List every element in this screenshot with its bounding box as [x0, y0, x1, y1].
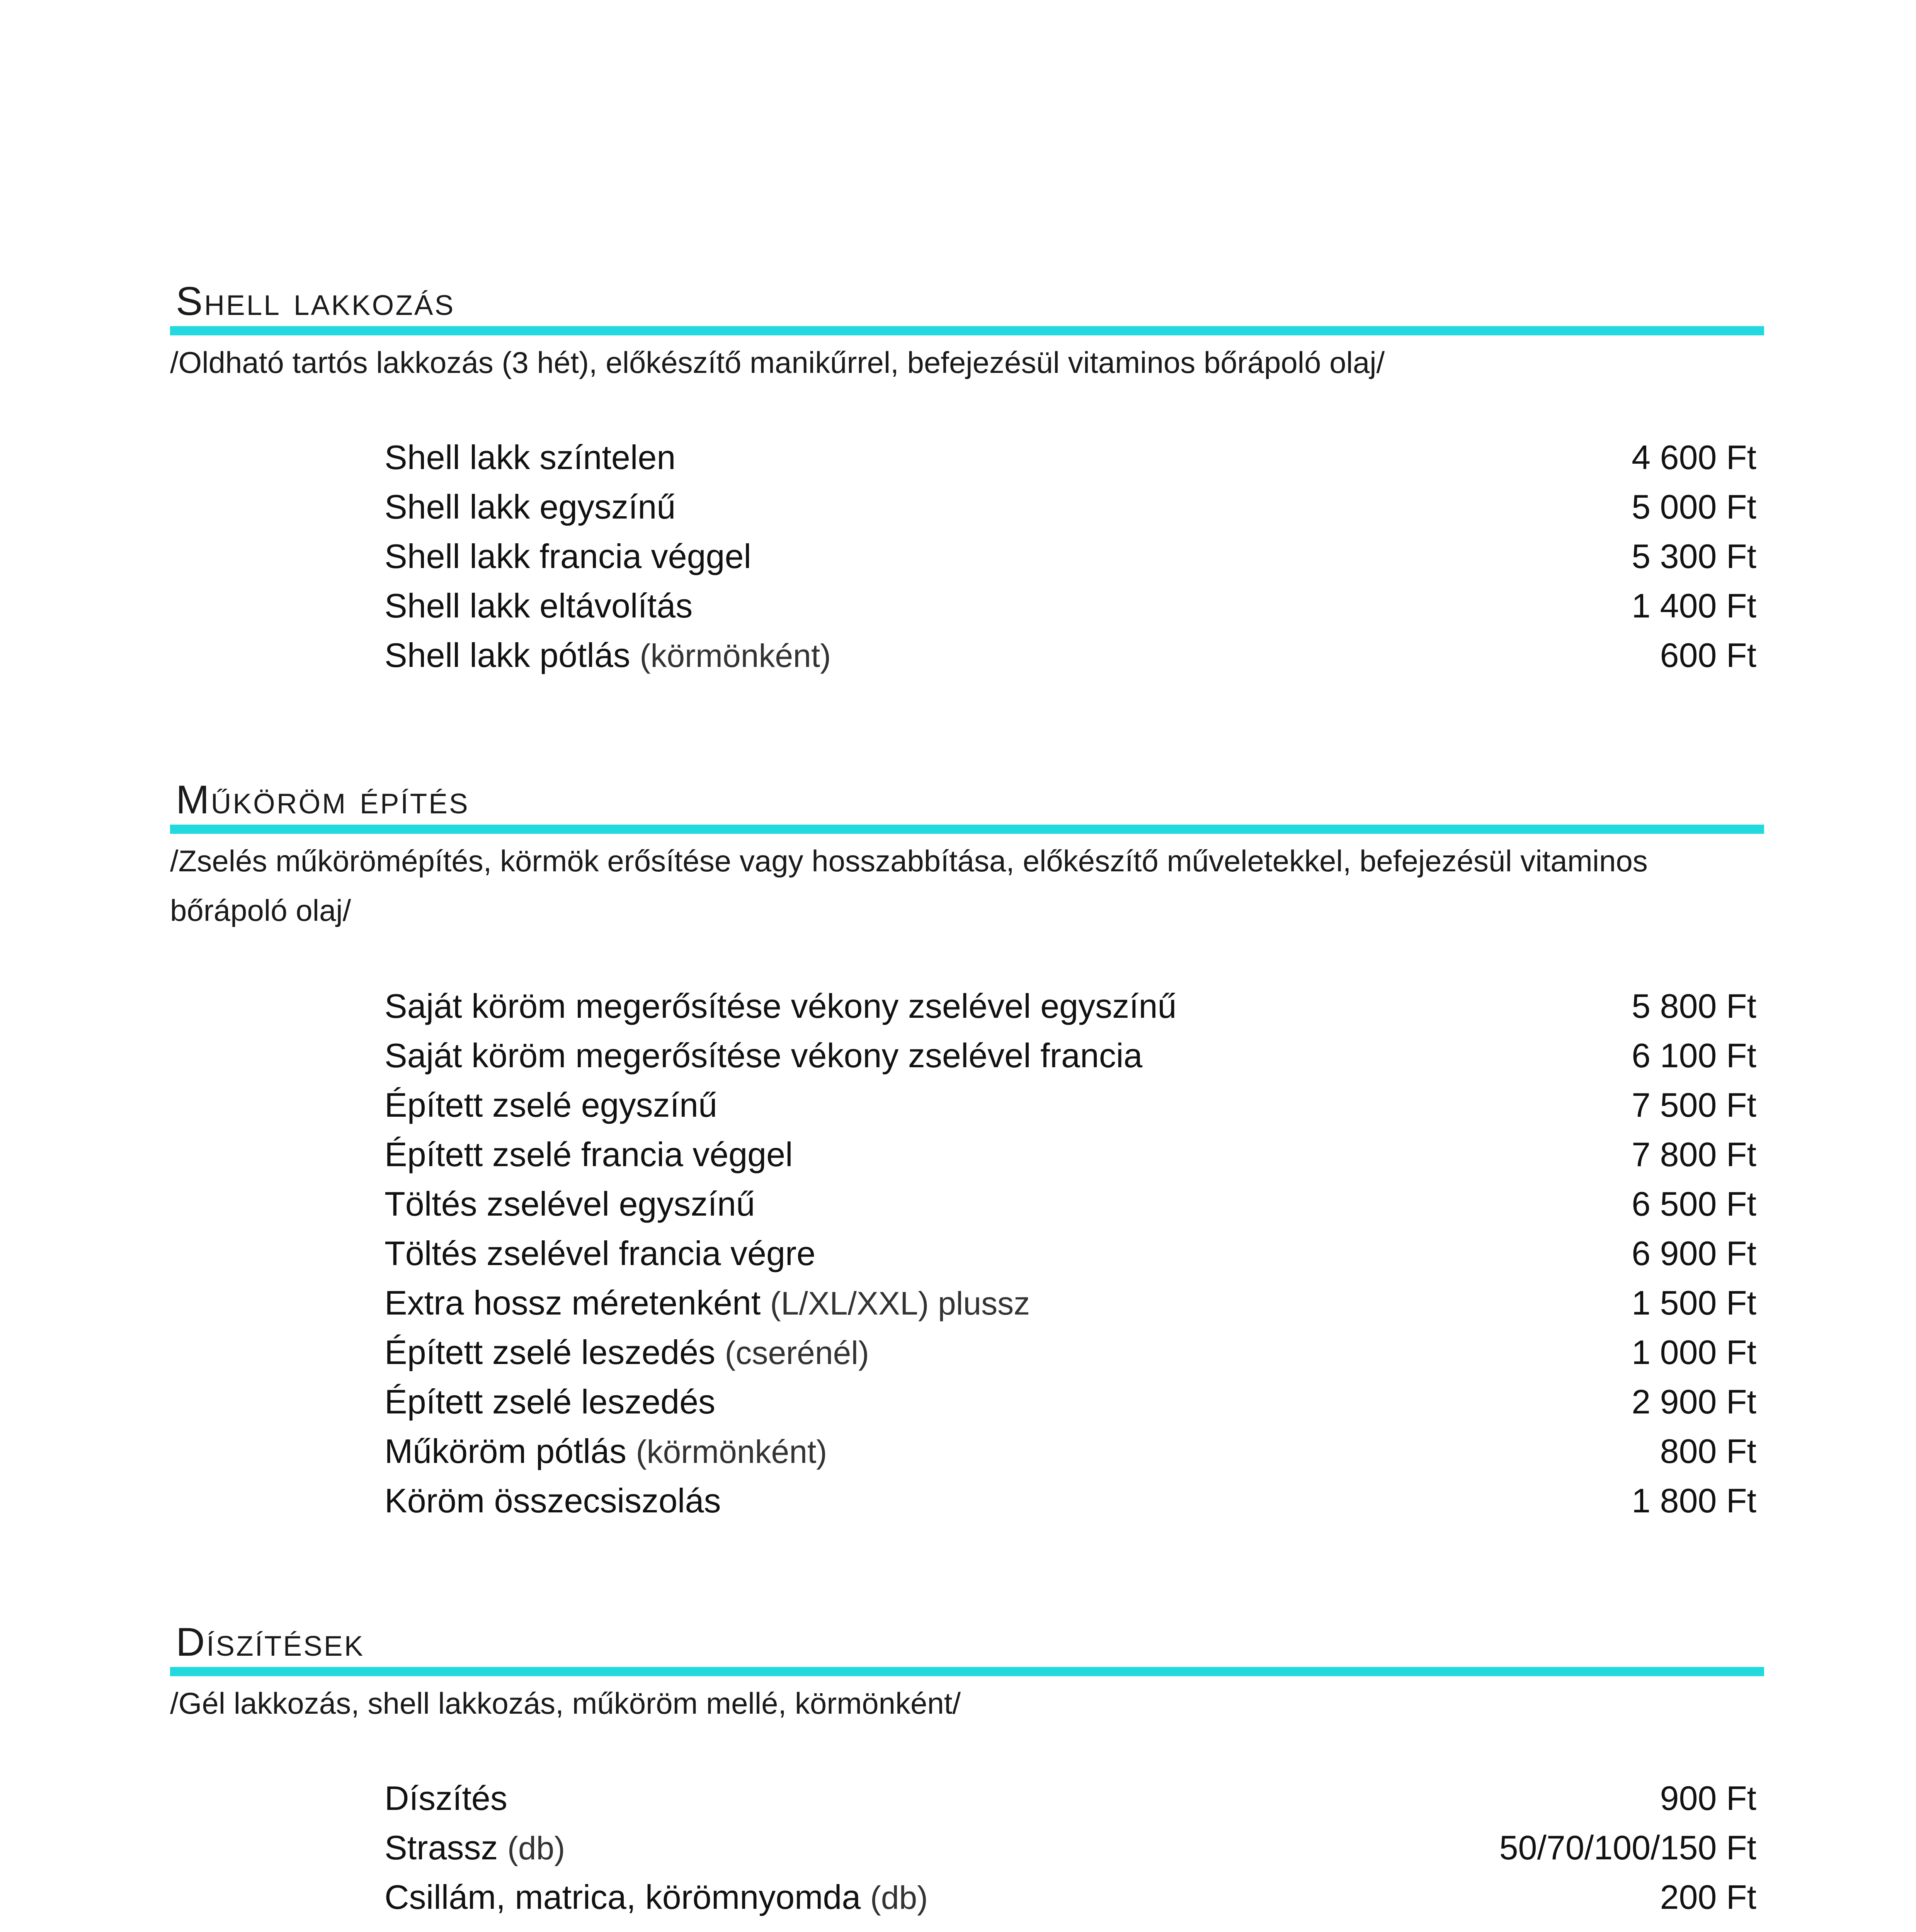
service-name: Épített zselé egyszínű	[385, 1086, 717, 1124]
price-row	[385, 1031, 1756, 1080]
service-price: 200 Ft	[1660, 1878, 1756, 1916]
service-price: 5 800 Ft	[1632, 987, 1756, 1025]
service-price: 7 800 Ft	[1632, 1135, 1756, 1173]
section-description: /Gél lakkozás, shell lakkozás, műköröm mellé, körmönként/	[170, 1686, 961, 1720]
service-name: Csillám, matrica, körömnyomda (db)	[385, 1878, 928, 1916]
service-price: 1 800 Ft	[1632, 1481, 1756, 1520]
service-price: 2 900 Ft	[1632, 1383, 1756, 1421]
service-price: 1 000 Ft	[1632, 1333, 1756, 1371]
price-row	[385, 1179, 1756, 1229]
service-price: 5 300 Ft	[1632, 537, 1756, 575]
service-name: Extra hossz méretenként (L/XL/XXL) plussz	[385, 1284, 1030, 1322]
service-price: 900 Ft	[1660, 1779, 1756, 1817]
service-name: Saját köröm megerősítése vékony zselével francia	[385, 1036, 1143, 1075]
service-name: Saját köröm megerősítése vékony zselével egyszínű	[385, 987, 1177, 1025]
price-row	[385, 1823, 1756, 1872]
service-name: Shell lakk pótlás (körmönként)	[385, 636, 831, 674]
price-row	[385, 981, 1756, 1031]
service-price: 1 400 Ft	[1632, 587, 1756, 625]
price-row	[385, 1229, 1756, 1278]
section-title: Shell lakkozás	[176, 279, 455, 324]
price-row	[385, 1278, 1756, 1328]
service-price: 600 Ft	[1660, 636, 1756, 674]
price-row	[385, 1377, 1756, 1427]
price-row	[385, 1328, 1756, 1377]
service-name: Töltés zselével francia végre	[385, 1234, 816, 1272]
price-row	[385, 631, 1756, 680]
service-name: Shell lakk eltávolítás	[385, 587, 693, 625]
service-price: 800 Ft	[1660, 1432, 1756, 1470]
price-row	[385, 1427, 1756, 1476]
price-row	[385, 1774, 1756, 1823]
service-price: 6 100 Ft	[1632, 1036, 1756, 1075]
price-row	[385, 433, 1756, 482]
service-name: Díszítés	[385, 1779, 507, 1817]
price-row	[385, 1872, 1756, 1922]
section-divider	[170, 326, 1764, 335]
service-price: 50/70/100/150 Ft	[1499, 1828, 1756, 1867]
service-name: Köröm összecsiszolás	[385, 1481, 721, 1520]
section-title: Díszítések	[176, 1620, 365, 1665]
section-description: /Zselés műkörömépítés, körmök erősítése vagy hosszabbítása, előkészítő műveletekkel, befejezésül vitaminos bőrápoló olaj/	[170, 844, 1648, 927]
service-price: 5 000 Ft	[1632, 488, 1756, 526]
service-name: Épített zselé leszedés	[385, 1383, 716, 1421]
service-name: Shell lakk francia véggel	[385, 537, 751, 575]
service-name: Shell lakk egyszínű	[385, 488, 676, 526]
service-name: Épített zselé leszedés (cserénél)	[385, 1333, 869, 1371]
service-price: 6 500 Ft	[1632, 1185, 1756, 1223]
section-description: /Oldható tartós lakkozás (3 hét), előkészítő manikűrrel, befejezésül vitaminos bőrápoló olaj/	[170, 345, 1385, 379]
price-row	[385, 1476, 1756, 1526]
service-price: 4 600 Ft	[1632, 438, 1756, 476]
price-row	[385, 1080, 1756, 1130]
service-name: Strassz (db)	[385, 1828, 565, 1867]
service-name: Épített zselé francia véggel	[385, 1135, 793, 1173]
price-row	[385, 1130, 1756, 1179]
section-divider	[170, 825, 1764, 834]
service-name: Műköröm pótlás (körmönként)	[385, 1432, 827, 1470]
price-row	[385, 581, 1756, 631]
price-row	[385, 532, 1756, 581]
service-name: Töltés zselével egyszínű	[385, 1185, 755, 1223]
service-price: 1 500 Ft	[1632, 1284, 1756, 1322]
section-title: Műköröm építés	[176, 777, 470, 822]
service-price: 7 500 Ft	[1632, 1086, 1756, 1124]
service-price: 6 900 Ft	[1632, 1234, 1756, 1272]
service-name: Shell lakk színtelen	[385, 438, 676, 476]
section-divider	[170, 1667, 1764, 1676]
price-row	[385, 482, 1756, 532]
